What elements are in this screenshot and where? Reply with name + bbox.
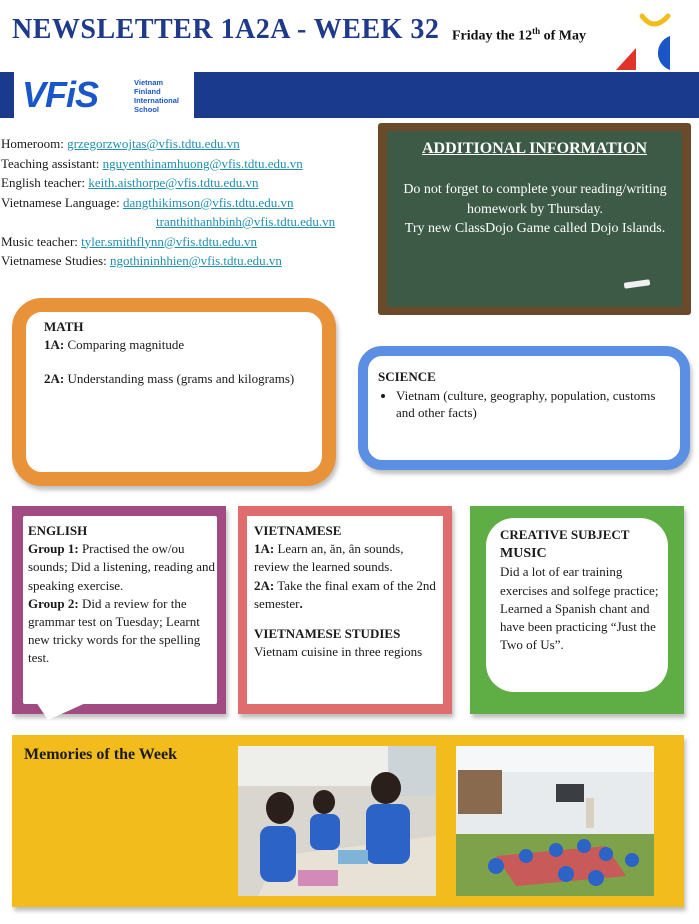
memories-title: Memories of the Week [24, 746, 177, 763]
classroom-photo-2 [456, 746, 654, 896]
email-link[interactable]: grzegorzwojtas@vfis.tdtu.edu.vn [67, 136, 240, 151]
school-logo: VFiS [22, 74, 99, 115]
vietnamese-heading: VIETNAMESE [254, 523, 342, 538]
contact-homeroom: Homeroom: grzegorzwojtas@vfis.tdtu.edu.vn [1, 136, 240, 151]
email-link[interactable]: dangthikimson@vfis.tdtu.edu.vn [122, 194, 294, 210]
science-bullet: • Vietnam (culture, geography, population, customs and other facts) [396, 387, 663, 421]
additional-info-text: Do not forget to complete your reading/writing homework by Thursday. Try new ClassDojo Game called Dojo Islands. [403, 182, 667, 236]
classroom-photo-1 [238, 746, 436, 896]
email-link[interactable]: keith.aisthorpe@vfis.tdtu.edu.vn [88, 175, 259, 190]
speech-bubble-tail [36, 702, 88, 720]
contact-vietnamese-studies: Vietnamese Studies: ngothininhhien@vfis.tdtu.edu.vn [1, 253, 282, 268]
additional-info-title: ADDITIONAL INFORMATION [421, 140, 648, 157]
contact-teaching-assistant: Teaching assistant: nguyenthinamhuong@vfis.tdtu.edu.vn [1, 155, 303, 171]
email-link[interactable]: tranthithanhbinh@vfis.tdtu.edu.vn [156, 214, 336, 229]
math-heading: MATH [44, 319, 84, 334]
english-content: ENGLISH Group 1: Practised the ow/ou sounds; Did a listening, reading and speaking exercise. Group 2: Did a review for the grammar test on Tuesday; Learnt new tricky words for the spelling test. [28, 523, 216, 666]
decorative-shapes-icon [612, 8, 692, 74]
vietnamese-studies-heading: VIETNAMESE STUDIES [254, 626, 401, 642]
school-logo-subtitle: Vietnam Finland International School [134, 78, 180, 114]
contact-music-teacher: Music teacher: tyler.smithflynn@vfis.tdtu.edu.vn [1, 233, 258, 249]
creative-content: CREATIVE SUBJECT MUSIC Did a lot of ear training exercises and solfege practice; Learned a Spanish chant and have been practicing “Just the Two of Us”. [500, 527, 659, 653]
newsletter-title: NEWSLETTER 1A2A - WEEK 32 [12, 14, 440, 45]
contact-english-teacher: English teacher: keith.aisthorpe@vfis.tdtu.edu.vn [1, 175, 259, 190]
contact-vietnamese-language-2 [1, 212, 371, 232]
science-heading: SCIENCE [378, 369, 436, 384]
email-link[interactable]: nguyenthinamhuong@vfis.tdtu.edu.vn [102, 155, 303, 171]
email-link[interactable]: tyler.smithflynn@vfis.tdtu.edu.vn [81, 233, 258, 249]
email-link[interactable]: ngothininhhien@vfis.tdtu.edu.vn [109, 253, 282, 268]
vietnamese-content: VIETNAMESE 1A: Learn an, ăn, ân sounds, review the learned sounds. 2A: Take the final exam of the 2nd semester. VIETNAMESE STUDIES Vietnam cuisine in three regions [254, 523, 436, 660]
english-heading: ENGLISH [28, 523, 88, 538]
contact-list [1, 134, 371, 271]
science-content [378, 368, 663, 421]
creative-heading: CREATIVE SUBJECT [500, 527, 630, 542]
music-heading: MUSIC [500, 546, 547, 562]
contact-vietnamese-language: Vietnamese Language: dangthikimson@vfis.tdtu.edu.vn [1, 194, 294, 210]
math-content: MATH 1A: Comparing magnitude 2A: Understanding mass (grams and kilograms) [44, 319, 295, 386]
newsletter-date: Friday the 12th of May [452, 26, 587, 44]
